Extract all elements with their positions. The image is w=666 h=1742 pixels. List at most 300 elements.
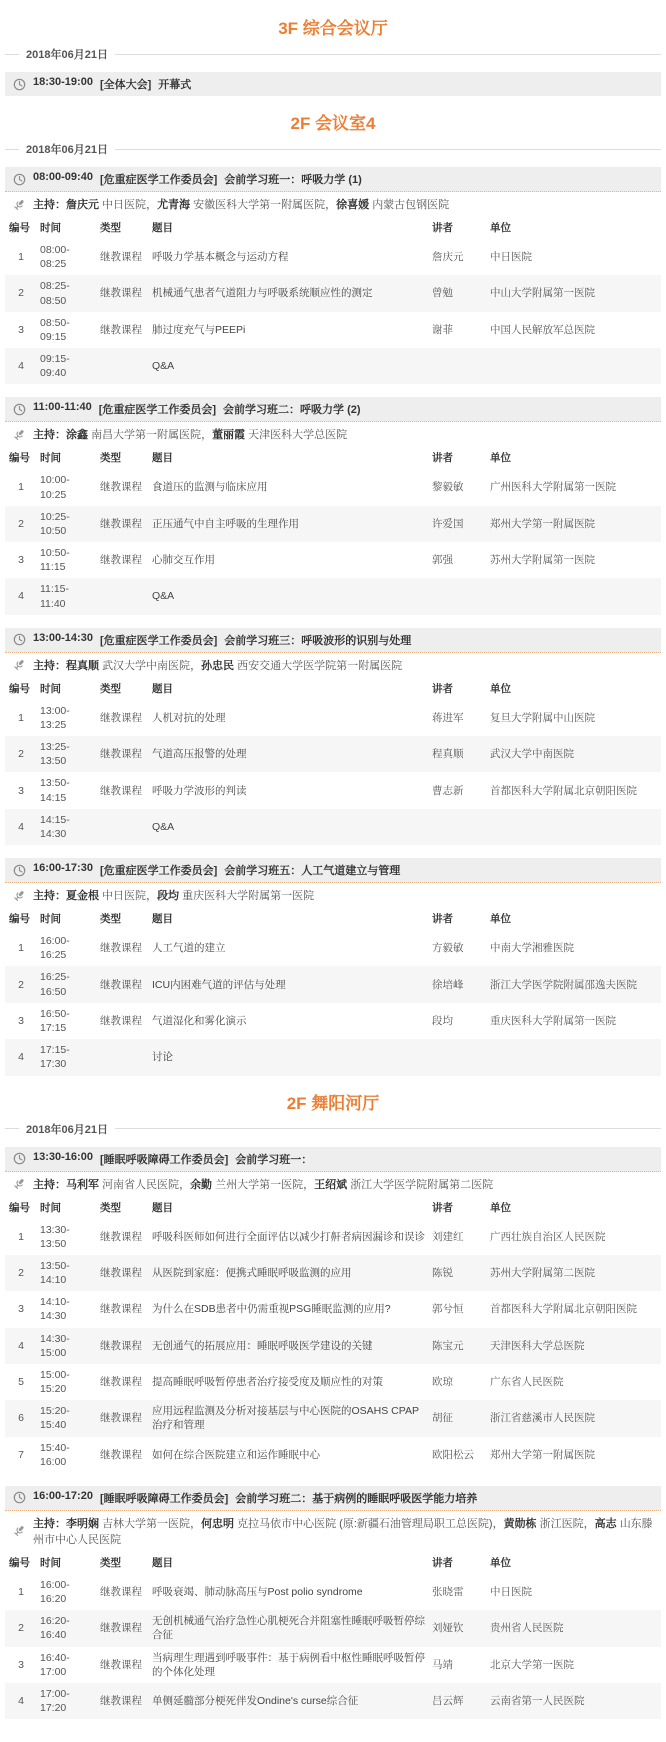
hosts-prefix: 主持： <box>33 1517 66 1530</box>
cell-org: 浙江大学医学院附属邵逸夫医院 <box>490 978 637 991</box>
cell-title: 呼吸衰竭、肺动脉高压与Post polio syndrome <box>152 1585 363 1598</box>
header-type: 类型 <box>100 913 121 926</box>
header-speaker: 讲者 <box>432 1556 453 1569</box>
cell-speaker: 谢菲 <box>432 323 453 336</box>
cell-time: 17:15-17:30 <box>40 1044 70 1071</box>
schedule-row <box>5 700 661 736</box>
cell-time: 16:40-17:00 <box>40 1651 70 1678</box>
header-num: 编号 <box>9 452 30 465</box>
cell-time: 15:00-15:20 <box>40 1368 70 1396</box>
header-time: 时间 <box>40 682 61 695</box>
cell-type: 继教课程 <box>100 1339 142 1352</box>
header-num: 编号 <box>9 682 30 695</box>
host-org: 浙江大学医学院附属第二医院 <box>350 1178 494 1191</box>
cell-title: 肺过度充气与PEEPi <box>152 323 246 336</box>
cell-speaker: 詹庆元 <box>432 251 464 264</box>
cell-speaker: 郭强 <box>432 554 453 567</box>
venue-section <box>5 109 661 1076</box>
cell-title: Q&A <box>152 820 175 833</box>
header-title: 题目 <box>152 913 173 926</box>
cell-time: 10:50-11:15 <box>40 547 70 574</box>
session-block <box>5 397 661 614</box>
header-num: 编号 <box>9 913 30 926</box>
cell-time: 15:40-16:00 <box>40 1441 70 1468</box>
header-title: 题目 <box>152 222 173 234</box>
session-hosts <box>5 1172 661 1196</box>
schedule-row <box>5 1683 661 1719</box>
cell-type: 继教课程 <box>100 251 142 264</box>
header-org: 单位 <box>490 452 511 465</box>
cell-type: 继教课程 <box>100 942 142 955</box>
header-num: 编号 <box>9 1201 30 1214</box>
cell-speaker: 欧阳松云 <box>432 1448 474 1461</box>
cell-org: 首都医科大学附属北京朝阳医院 <box>490 784 637 797</box>
cell-title: 为什么在SDB患者中仍需重视PSG睡眠监测的应用? <box>152 1303 391 1316</box>
hosts-text: 主持：李明娴 吉林大学第一医院，何忠明 克拉马依市中心医院 (原:新疆石油管理局职工总医院)，黄勋栋 浙江医院，高志 山东滕州市中心人民医院 <box>33 1517 653 1546</box>
cell-title: 呼吸力学波形的判读 <box>152 784 247 797</box>
cell-type: 继教课程 <box>100 1375 142 1388</box>
cell-time: 16:50-17:15 <box>40 1007 70 1034</box>
session-header[interactable] <box>5 858 661 883</box>
microphone-icon <box>13 1524 26 1537</box>
cell-num: 4 <box>18 1051 24 1064</box>
cell-org: 广东省人民医院 <box>490 1375 564 1388</box>
schedule-row <box>5 275 661 311</box>
clock-icon <box>13 1152 26 1165</box>
schedule-table <box>5 907 661 1075</box>
header-time: 时间 <box>40 452 61 465</box>
cell-num: 3 <box>18 1014 24 1027</box>
hosts-text: 主持：詹庆元 中日医院，尤青海 安徽医科大学第一附属医院，徐喜媛 内蒙古包钢医院 <box>33 199 450 211</box>
cell-speaker: 陈宝元 <box>432 1339 464 1352</box>
header-org: 单位 <box>490 222 511 234</box>
header-org: 单位 <box>490 1556 511 1569</box>
header-type: 类型 <box>100 452 121 465</box>
header-num: 编号 <box>9 1556 30 1569</box>
header-org: 单位 <box>490 682 511 695</box>
session-title: 会前学习班五：人工气道建立与管理 <box>224 865 401 878</box>
cell-time: 13:30-13:50 <box>40 1223 70 1250</box>
session-header[interactable] <box>5 1486 661 1511</box>
hosts-text: 主持：夏金根 中日医院，段均 重庆医科大学附属第一医院 <box>33 890 315 903</box>
table-header-row <box>5 216 661 239</box>
session-time: 18:30-19:00 <box>33 76 93 88</box>
host-name: 徐喜媛 <box>336 199 370 211</box>
cell-num: 5 <box>18 1375 24 1388</box>
session-header[interactable] <box>5 397 661 422</box>
session-block <box>5 1147 661 1473</box>
cell-num: 2 <box>18 517 24 530</box>
header-title: 题目 <box>152 1556 173 1569</box>
date-divider-left <box>5 149 19 150</box>
cell-title: 无创通气的拓展应用：睡眠呼吸医学建设的关键 <box>152 1339 373 1352</box>
cell-time: 13:50-14:15 <box>40 777 70 804</box>
cell-num: 6 <box>18 1412 24 1425</box>
cell-org: 郑州大学第一附属医院 <box>490 1448 595 1461</box>
cell-org: 浙江省慈溪市人民医院 <box>490 1412 595 1425</box>
session-committee: [全体大会] <box>99 79 152 91</box>
session-header[interactable] <box>5 1147 661 1172</box>
session-time: 13:00-14:30 <box>33 631 93 644</box>
sessions-list <box>5 72 661 96</box>
hosts-prefix: 主持： <box>33 199 66 211</box>
cell-time: 15:20-15:40 <box>40 1405 70 1432</box>
cell-type: 继教课程 <box>100 481 142 494</box>
header-title: 题目 <box>152 452 173 465</box>
cell-title: 气道湿化和雾化演示 <box>152 1014 247 1027</box>
venue-section <box>5 14 661 96</box>
cell-org: 云南省第一人民医院 <box>490 1695 585 1708</box>
cell-type: 继教课程 <box>100 1266 142 1279</box>
host-org: 南昌大学第一附属医院 <box>91 429 202 442</box>
schedule-table <box>5 677 661 845</box>
cell-title: 食道压的监测与临床应用 <box>152 481 268 494</box>
microphone-icon <box>13 889 26 902</box>
header-speaker: 讲者 <box>432 222 453 234</box>
microphone-icon <box>13 198 26 211</box>
clock-icon <box>13 173 26 186</box>
venue-title: 2F 舞阳河厅 <box>286 1093 380 1113</box>
cell-type: 继教课程 <box>100 1303 142 1316</box>
session-committee: [危重症医学工作委员会] <box>98 404 217 417</box>
cell-speaker: 许爱国 <box>432 517 464 530</box>
schedule-row <box>5 1647 661 1683</box>
microphone-icon <box>13 428 26 441</box>
date-label: 2018年06月21日 <box>26 144 108 156</box>
table-header-row <box>5 1196 661 1219</box>
cell-time: 16:00-16:20 <box>40 1578 70 1606</box>
session-block <box>5 858 661 1075</box>
cell-speaker <box>429 1039 487 1075</box>
header-speaker: 讲者 <box>432 913 453 926</box>
session-committee: [睡眠呼吸障碍工作委员会] <box>99 1153 229 1166</box>
cell-speaker: 吕云辉 <box>432 1695 464 1708</box>
table-header-row <box>5 907 661 930</box>
cell-num: 3 <box>18 1303 24 1316</box>
cell-time: 14:30-15:00 <box>40 1332 70 1359</box>
session-header[interactable] <box>5 628 661 653</box>
cell-speaker: 程真顺 <box>432 748 464 761</box>
cell-type <box>97 809 149 845</box>
host-name: 黄勋栋 <box>503 1517 537 1530</box>
host-org: 西安交通大学医学院第一附属医院 <box>237 659 403 672</box>
session-time: 08:00-09:40 <box>33 171 93 183</box>
cell-title: Q&A <box>152 590 175 603</box>
date-label: 2018年06月21日 <box>26 49 108 61</box>
host-name: 王绍斌 <box>314 1178 348 1191</box>
cell-speaker <box>429 809 487 845</box>
schedule-row <box>5 506 661 542</box>
date-divider-right <box>115 149 661 150</box>
host-name: 高志 <box>594 1517 617 1530</box>
cell-type: 继教课程 <box>100 978 142 991</box>
cell-type: 继教课程 <box>100 1585 142 1598</box>
clock-icon <box>13 633 26 646</box>
cell-type: 继教课程 <box>100 1695 142 1708</box>
host-org: 武汉大学中南医院 <box>102 659 191 672</box>
cell-org <box>487 578 661 614</box>
cell-org <box>487 809 661 845</box>
cell-speaker: 段均 <box>432 1014 453 1027</box>
hosts-prefix: 主持： <box>33 890 66 903</box>
cell-num: 1 <box>18 481 24 494</box>
cell-type: 继教课程 <box>100 323 142 336</box>
cell-num: 4 <box>18 1695 24 1708</box>
host-name: 余勤 <box>190 1178 213 1191</box>
cell-org: 中山大学附属第一医院 <box>490 287 595 300</box>
cell-speaker: 蒋进军 <box>432 711 464 724</box>
host-name: 尤青海 <box>157 199 191 211</box>
schedule-row <box>5 1610 661 1646</box>
host-org: 重庆医科大学附属第一医院 <box>182 890 315 903</box>
schedule-row <box>5 239 661 275</box>
host-name: 何忠明 <box>201 1517 235 1530</box>
host-name: 段均 <box>157 890 180 903</box>
schedule-row <box>5 930 661 966</box>
cell-title: 气道高压报警的处理 <box>152 748 247 761</box>
cell-type: 继教课程 <box>100 554 142 567</box>
cell-org: 郑州大学第一附属医院 <box>490 517 595 530</box>
schedule-row <box>5 312 661 348</box>
hosts-prefix: 主持： <box>33 1178 66 1191</box>
sessions-list <box>5 167 661 1076</box>
table-header-row <box>5 446 661 469</box>
hosts-prefix: 主持： <box>33 429 66 442</box>
schedule-row <box>5 772 661 808</box>
schedule-table <box>5 1196 661 1473</box>
cell-num: 3 <box>18 1658 24 1671</box>
cell-title: 无创机械通气治疗急性心肌梗死合并阻塞性睡眠呼吸暂停综合征 <box>152 1615 425 1642</box>
cell-num: 4 <box>18 590 24 603</box>
schedule-row <box>5 1400 661 1436</box>
session-header[interactable] <box>5 167 661 192</box>
cell-num: 1 <box>18 1230 24 1243</box>
cell-time: 08:50-09:15 <box>40 316 70 343</box>
header-num: 编号 <box>9 222 30 234</box>
cell-type <box>97 348 149 384</box>
cell-num: 2 <box>18 748 24 761</box>
header-speaker: 讲者 <box>432 682 453 695</box>
cell-org: 首都医科大学附属北京朝阳医院 <box>490 1303 637 1316</box>
cell-title: 如何在综合医院建立和运作睡眠中心 <box>152 1448 320 1461</box>
session-label <box>33 171 364 187</box>
schedule-row <box>5 966 661 1002</box>
session-committee: [危重症医学工作委员会] <box>99 865 218 878</box>
date-row <box>5 141 661 157</box>
cell-title: 当病理生理遇到呼吸事件：基于病例看中枢性睡眠呼吸暂停的个体化处理 <box>152 1651 425 1678</box>
header-type: 类型 <box>100 1556 121 1569</box>
header-type: 类型 <box>100 222 121 234</box>
host-org: 内蒙古包钢医院 <box>372 199 450 211</box>
cell-type <box>97 578 149 614</box>
cell-time: 16:25-16:50 <box>40 971 70 998</box>
host-org: 兰州大学第一医院 <box>215 1178 304 1191</box>
session-label <box>33 632 413 648</box>
host-org: 天津医科大学总医院 <box>248 429 348 442</box>
cell-num: 2 <box>18 287 24 300</box>
cell-speaker: 徐培峰 <box>432 978 464 991</box>
cell-speaker <box>429 578 487 614</box>
cell-title: 呼吸科医师如何进行全面评估以减少打鼾者病因漏诊和误诊 <box>152 1230 425 1243</box>
header-type: 类型 <box>100 1201 121 1214</box>
schedule-row <box>5 1219 661 1255</box>
schedule-row <box>5 809 661 845</box>
hosts-prefix: 主持： <box>33 659 66 672</box>
host-name: 程真顺 <box>66 659 99 672</box>
cell-time: 13:25-13:50 <box>40 741 70 768</box>
header-title: 题目 <box>152 682 173 695</box>
cell-time: 08:25-08:50 <box>40 280 70 307</box>
cell-type: 继教课程 <box>100 748 142 761</box>
schedule-row <box>5 348 661 384</box>
host-name: 李明娴 <box>66 1517 99 1530</box>
cell-org: 中日医院 <box>490 251 532 264</box>
cell-type: 继教课程 <box>100 784 142 797</box>
cell-speaker: 马靖 <box>432 1658 453 1671</box>
cell-type: 继教课程 <box>100 287 142 300</box>
date-label: 2018年06月21日 <box>26 1123 108 1136</box>
session-hosts <box>5 1511 661 1551</box>
schedule-table <box>5 446 661 614</box>
cell-title: 呼吸力学基本概念与运动方程 <box>152 251 289 264</box>
cell-org <box>487 1039 661 1075</box>
microphone-icon <box>13 658 26 671</box>
cell-num: 1 <box>18 711 24 724</box>
date-divider-right <box>115 1128 661 1129</box>
session-title: 会前学习班一： <box>235 1153 313 1166</box>
session-title: 会前学习班二：基于病例的睡眠呼吸医学能力培养 <box>235 1492 478 1505</box>
host-org: 克拉马依市中心医院 (原:新疆石油管理局职工总医院) <box>237 1517 493 1530</box>
cell-org: 复旦大学附属中山医院 <box>490 711 595 724</box>
venue-title: 3F 综合会议厅 <box>278 19 388 38</box>
cell-title: 心肺交互作用 <box>152 554 215 567</box>
date-row <box>5 46 661 62</box>
cell-time: 11:15-11:40 <box>40 583 69 610</box>
cell-speaker: 陈锐 <box>432 1266 453 1279</box>
host-name: 孙忠民 <box>201 659 235 672</box>
session-label <box>33 76 193 92</box>
cell-time: 13:00-13:25 <box>40 704 70 731</box>
cell-title: Q&A <box>152 360 175 373</box>
cell-speaker: 方毅敏 <box>432 942 464 955</box>
session-time: 13:30-16:00 <box>33 1150 93 1163</box>
cell-num: 1 <box>18 1585 24 1598</box>
session-time: 16:00-17:20 <box>33 1489 93 1502</box>
session-title: 会前学习班二：呼吸力学 (2) <box>223 404 361 417</box>
cell-org: 贵州省人民医院 <box>490 1622 564 1635</box>
cell-type: 继教课程 <box>100 1230 142 1243</box>
cell-title: 提高睡眠呼吸暂停患者治疗接受度及顺应性的对策 <box>152 1375 383 1388</box>
cell-type: 继教课程 <box>100 517 142 530</box>
cell-type: 继教课程 <box>100 1412 142 1425</box>
cell-speaker: 郭兮恒 <box>432 1303 464 1316</box>
header-org: 单位 <box>490 1201 511 1214</box>
schedule-row <box>5 1364 661 1400</box>
session-committee: [危重症医学工作委员会] <box>99 634 218 647</box>
host-name: 涂鑫 <box>66 429 88 442</box>
cell-title: 人机对抗的处理 <box>152 711 226 724</box>
header-time: 时间 <box>40 1556 61 1569</box>
host-org: 山东滕州市中心人民医院 <box>33 1517 653 1546</box>
cell-org: 武汉大学中南医院 <box>490 748 574 761</box>
host-org: 中日医院 <box>102 890 147 903</box>
session-committee: [危重症医学工作委员会] <box>99 174 218 186</box>
cell-title: 人工气道的建立 <box>152 942 226 955</box>
cell-title: 正压通气中自主呼吸的生理作用 <box>152 517 299 530</box>
cell-speaker: 张晓雷 <box>432 1585 464 1598</box>
host-name: 詹庆元 <box>66 199 99 211</box>
session-time: 11:00-11:40 <box>33 401 92 414</box>
session-hosts <box>5 422 661 446</box>
schedule-row <box>5 1039 661 1075</box>
cell-num: 4 <box>18 1339 24 1352</box>
clock-icon <box>13 1491 26 1504</box>
date-row <box>5 1121 661 1137</box>
schedule-row <box>5 1328 661 1364</box>
cell-speaker: 胡征 <box>432 1412 453 1425</box>
schedule-row <box>5 1255 661 1291</box>
schedule-table <box>5 1551 661 1719</box>
cell-num: 1 <box>18 251 24 264</box>
cell-time: 16:00-16:25 <box>40 935 70 962</box>
host-org: 中日医院 <box>102 199 147 211</box>
schedule-row <box>5 1291 661 1327</box>
header-title: 题目 <box>152 1201 173 1214</box>
host-org: 安徽医科大学第一附属医院 <box>193 199 326 211</box>
cell-num: 4 <box>18 820 24 833</box>
header-org: 单位 <box>490 913 511 926</box>
cell-org: 重庆医科大学附属第一医院 <box>490 1014 616 1027</box>
cell-title: ICU内困难气道的评估与处理 <box>152 978 286 991</box>
hosts-text: 主持：马利军 河南省人民医院，余勤 兰州大学第一医院，王绍斌 浙江大学医学院附属第二医院 <box>33 1178 494 1191</box>
clock-icon <box>13 403 26 416</box>
session-block <box>5 72 661 96</box>
host-org: 浙江医院 <box>539 1517 584 1530</box>
header-time: 时间 <box>40 913 61 926</box>
cell-num: 3 <box>18 554 24 567</box>
host-name: 马利军 <box>66 1178 99 1191</box>
session-label <box>33 401 363 417</box>
cell-type: 继教课程 <box>100 1658 142 1671</box>
date-divider-left <box>5 54 19 55</box>
cell-speaker: 刘娅钦 <box>432 1622 464 1635</box>
session-title: 会前学习班三：呼吸波形的识别与处理 <box>224 634 412 647</box>
session-hosts <box>5 653 661 677</box>
cell-title: 讨论 <box>152 1051 173 1064</box>
cell-num: 2 <box>18 1622 24 1635</box>
cell-speaker: 曾勉 <box>432 287 453 300</box>
schedule-row <box>5 1437 661 1473</box>
cell-type: 继教课程 <box>100 1448 142 1461</box>
session-header[interactable] <box>5 72 661 96</box>
host-org: 河南省人民医院 <box>102 1178 180 1191</box>
session-block <box>5 628 661 845</box>
cell-num: 2 <box>18 1266 24 1279</box>
schedule-row <box>5 578 661 614</box>
host-name: 夏金根 <box>66 890 99 903</box>
session-label <box>33 1490 479 1506</box>
cell-time: 14:10-14:30 <box>40 1296 70 1323</box>
session-block <box>5 1486 661 1719</box>
schedule-row <box>5 1574 661 1610</box>
session-hosts <box>5 192 661 216</box>
header-time: 时间 <box>40 1201 61 1214</box>
cell-type: 继教课程 <box>100 1014 142 1027</box>
schedule-row <box>5 736 661 772</box>
hosts-text: 主持：程真顺 武汉大学中南医院，孙忠民 西安交通大学医学院第一附属医院 <box>33 659 403 672</box>
host-org: 吉林大学第一医院 <box>102 1517 191 1530</box>
cell-org: 北京大学第一医院 <box>490 1658 574 1671</box>
